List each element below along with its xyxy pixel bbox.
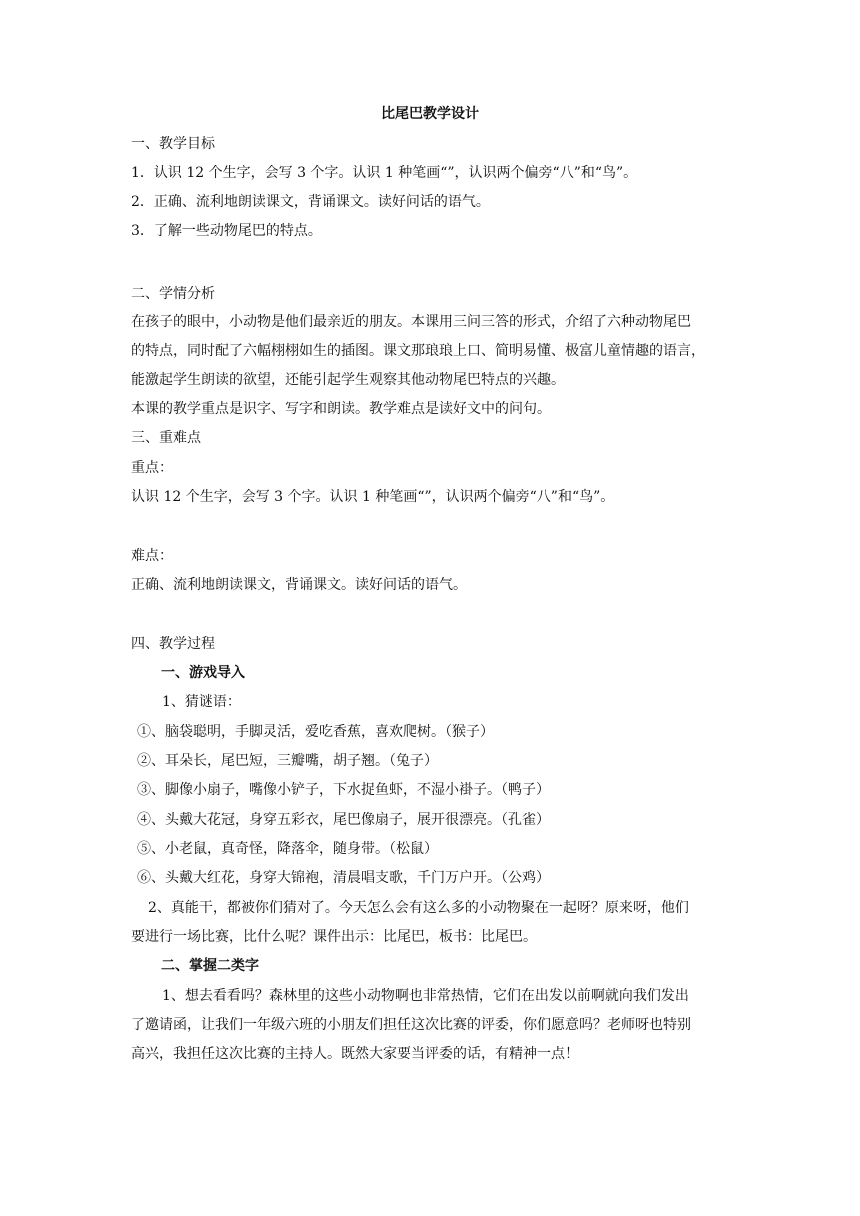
- section-heading-goals: 一、教学目标: [131, 136, 215, 152]
- section-heading-analysis: 二、学情分析: [131, 286, 215, 302]
- riddle-intro: 1、猜谜语：: [162, 694, 241, 710]
- part-heading-characters: 二、掌握二类字: [161, 958, 259, 974]
- goal-item-2: 2．正确、流利地朗读课文，背诵课文。读好问话的语气。: [131, 194, 490, 210]
- difficulty-label: 难点：: [131, 548, 173, 564]
- step2-line-2: 要进行一场比赛，比什么呢？课件出示：比尾巴，板书：比尾巴。: [131, 929, 537, 945]
- document-title: 比尾巴教学设计: [381, 106, 479, 122]
- part-heading-game-intro: 一、游戏导入: [161, 665, 245, 681]
- goal-item-1: 1．认识 12 个生字，会写 3 个字。认识 1 种笔画“”，认识两个偏旁“八”和“鸟”。: [131, 165, 638, 181]
- section-heading-process: 四、教学过程: [131, 636, 215, 652]
- analysis-line-3: 能激起学生朗读的欲望，还能引起学生观察其他动物尾巴特点的兴趣。: [131, 372, 565, 388]
- riddle-item-4: ④、头戴大花冠，身穿五彩衣，尾巴像扇子，展开很漂亮。（孔雀）: [137, 812, 550, 828]
- step3-line-3: 高兴，我担任这次比赛的主持人。既然大家要当评委的话，有精神一点！: [131, 1046, 579, 1062]
- riddle-item-1: ①、脑袋聪明，手脚灵活，爱吃香蕉，喜欢爬树。（猴子）: [137, 724, 494, 740]
- riddle-item-3: ③、脚像小扇子，嘴像小铲子，下水捉鱼虾，不湿小褂子。（鸭子）: [137, 782, 550, 798]
- goal-item-3: 3．了解一些动物尾巴的特点。: [131, 223, 322, 239]
- section-heading-key-points: 三、重难点: [131, 430, 201, 446]
- analysis-line-1: 在孩子的眼中，小动物是他们最亲近的朋友。本课用三问三答的形式，介绍了六种动物尾巴: [131, 314, 691, 330]
- riddle-item-5: ⑤、小老鼠，真奇怪，降落伞，随身带。（松鼠）: [137, 841, 438, 857]
- key-point-label: 重点：: [131, 460, 173, 476]
- difficulty-text: 正确、流利地朗读课文，背诵课文。读好问话的语气。: [131, 577, 467, 593]
- step3-line-2: 了邀请函，让我们一年级六班的小朋友们担任这次比赛的评委，你们愿意吗？老师呀也特别: [131, 1017, 691, 1033]
- step2-line-1: 2、真能干，都被你们猜对了。今天怎么会有这么多的小动物聚在一起呀？原来呀，他们: [148, 900, 689, 916]
- analysis-focus-line: 本课的教学重点是识字、写字和朗读。教学难点是读好文中的问句。: [131, 401, 551, 417]
- analysis-line-2: 的特点，同时配了六幅栩栩如生的插图。课文那琅琅上口、简明易懂、极富儿童情趣的语言，: [131, 343, 705, 359]
- key-point-text: 认识 12 个生字，会写 3 个字。认识 1 种笔画“”，认识两个偏旁“八”和“鸟”。: [131, 489, 615, 505]
- riddle-item-6: ⑥、头戴大红花，身穿大锦袍，清晨唱支歌，千门万户开。（公鸡）: [137, 870, 550, 886]
- step3-line-1: 1、想去看看吗？森林里的这些小动物啊也非常热情，它们在出发以前啊就向我们发出: [162, 988, 689, 1004]
- riddle-item-2: ②、耳朵长，尾巴短，三瓣嘴，胡子翘。（兔子）: [137, 753, 438, 769]
